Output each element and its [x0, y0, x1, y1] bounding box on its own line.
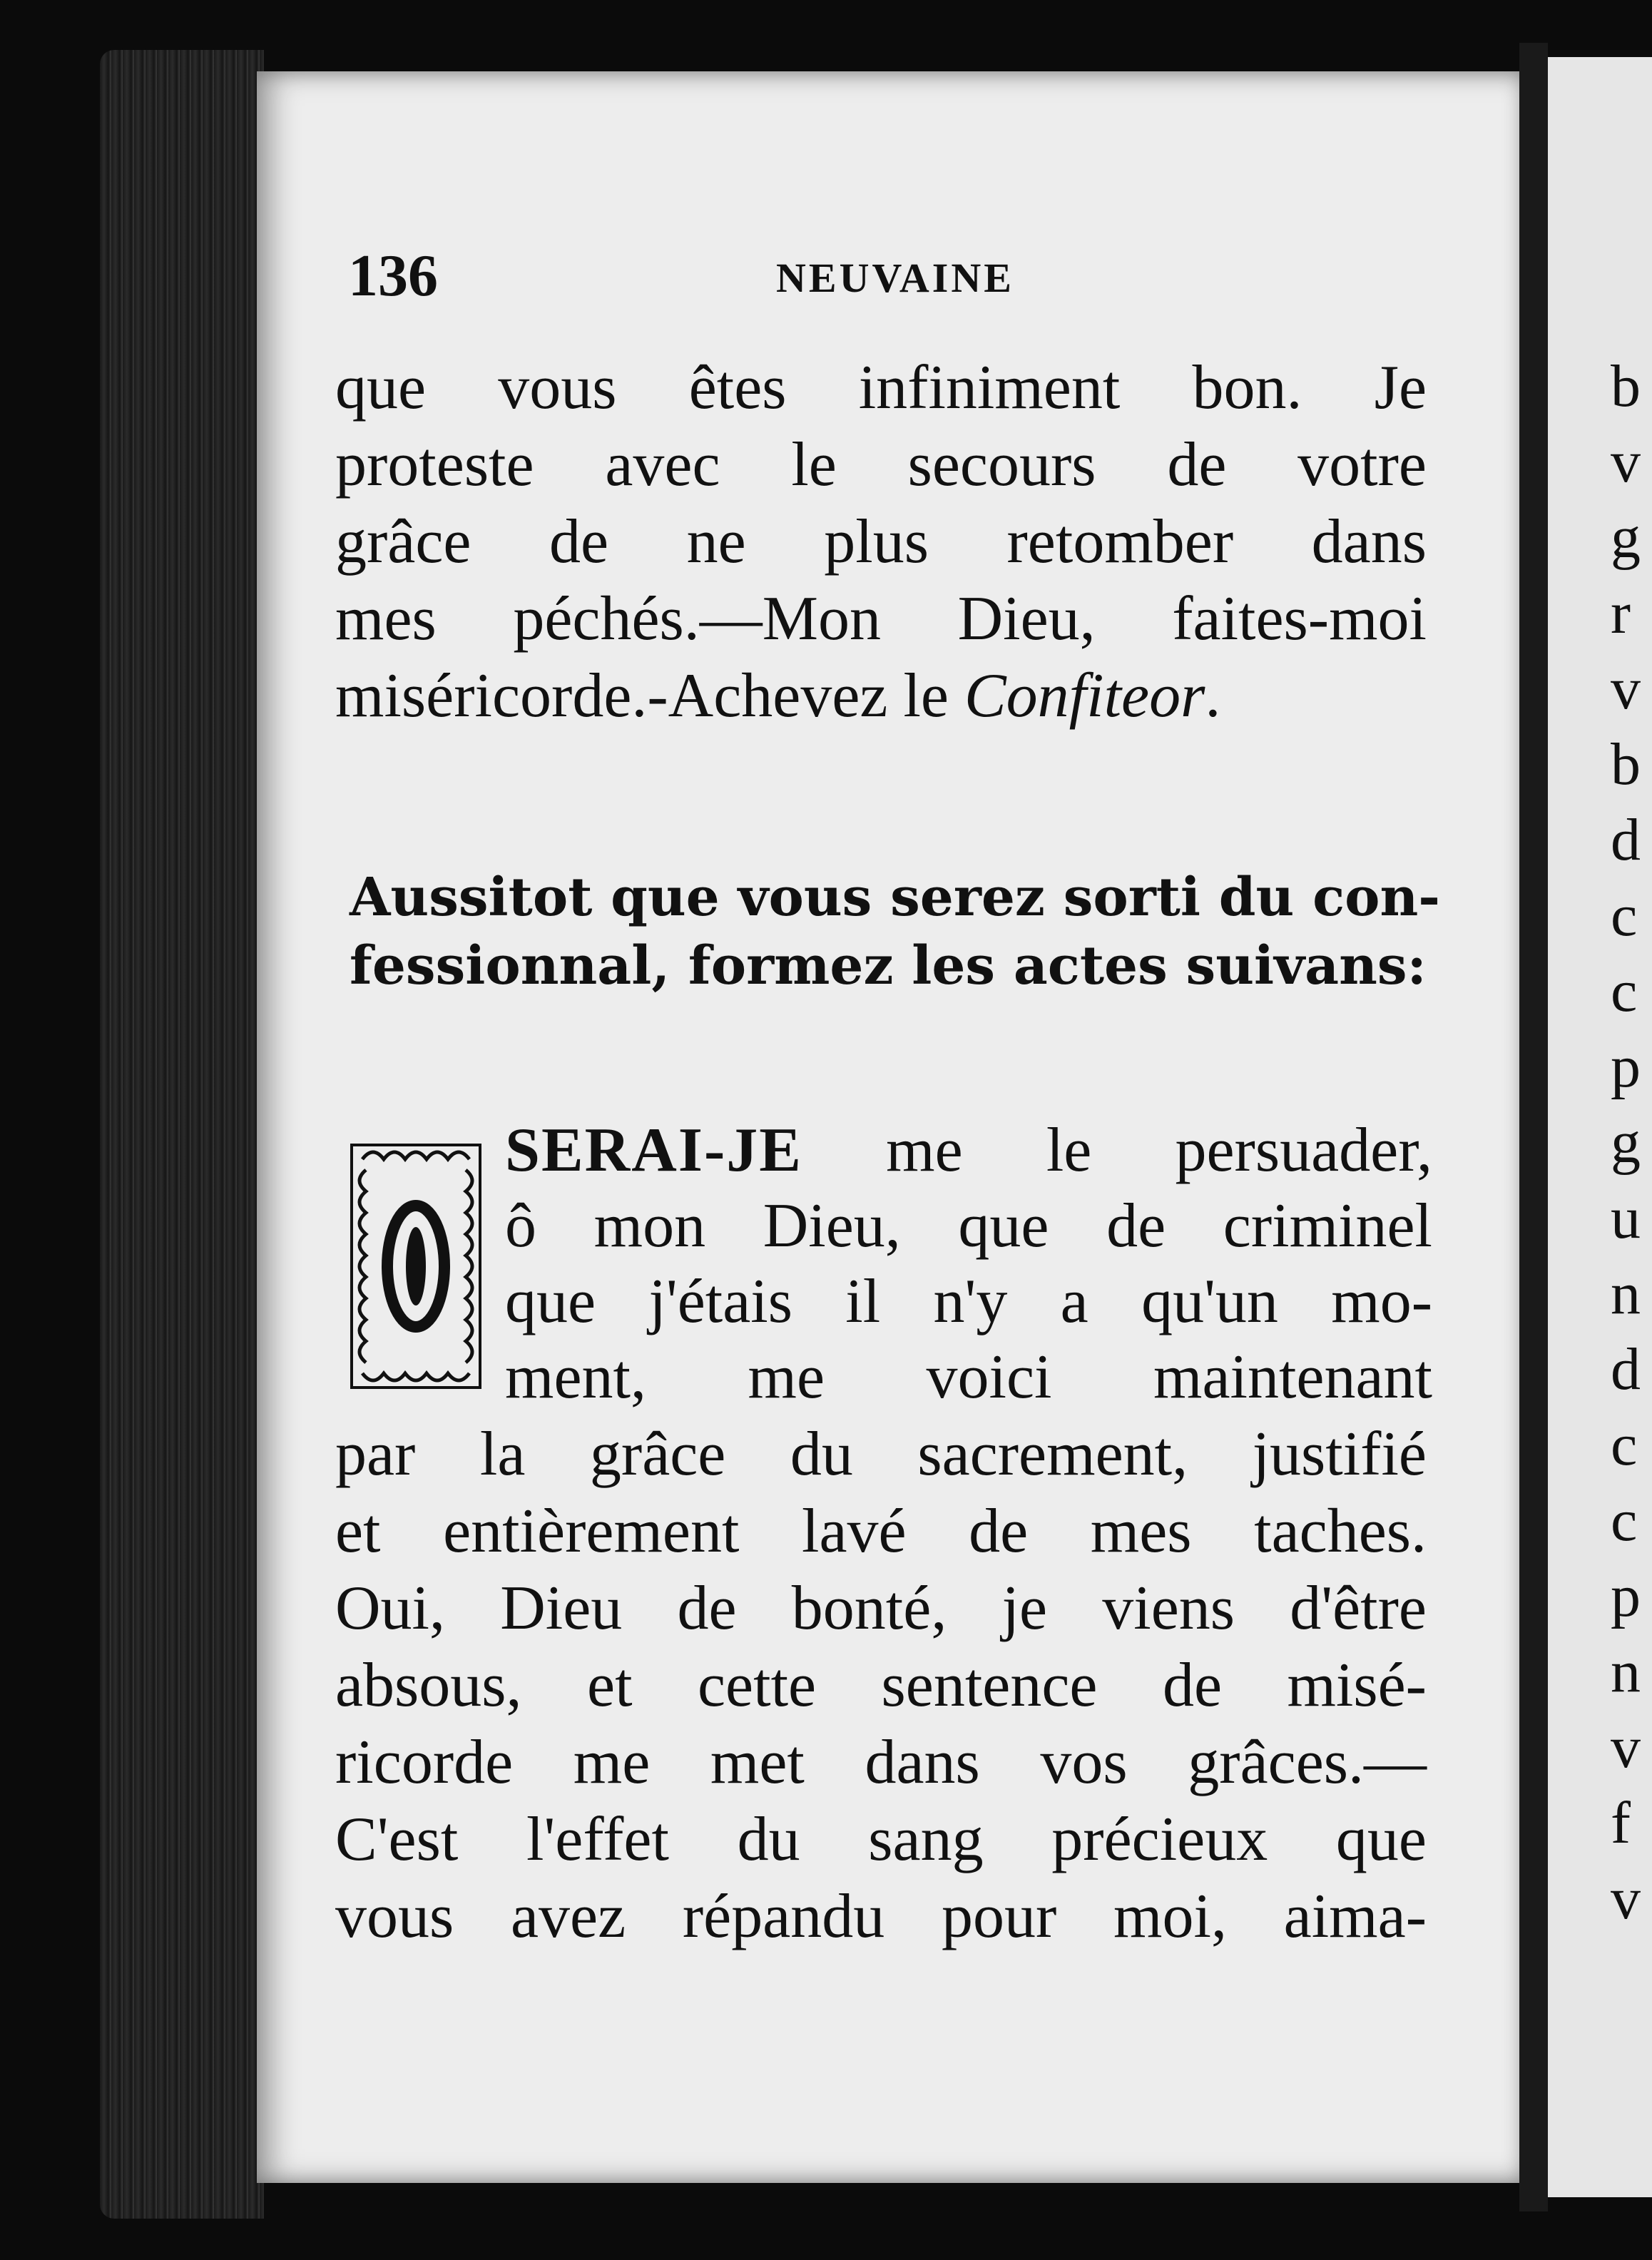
paragraph-1 [335, 350, 1427, 735]
text-line: mes péchés.—Mon Dieu, faites-moi [335, 584, 1427, 653]
text-line: C'est l'effet du sang précieux que [335, 1805, 1427, 1874]
page-number: 136 [348, 243, 438, 309]
text-segment: me le persuader, [802, 1116, 1432, 1185]
text-line: ment, me voici maintenant [505, 1343, 1432, 1412]
adjacent-page-letter: g [1611, 504, 1641, 571]
adjacent-page-letter: u [1611, 1185, 1641, 1251]
adjacent-page-letter: r [1611, 580, 1631, 646]
adjacent-page-letter: v [1611, 1865, 1641, 1932]
text-line: Oui, Dieu de bonté, je viens d'être [335, 1574, 1427, 1643]
text-line: ricorde me met dans vos grâces.— [335, 1728, 1427, 1797]
paragraph-2-opening [505, 1113, 1432, 1415]
book-page-edges [100, 50, 264, 2219]
adjacent-page-letter: c [1611, 1412, 1638, 1478]
adjacent-page-letter: c [1611, 1487, 1638, 1554]
adjacent-page-letter: d [1611, 1336, 1641, 1403]
adjacent-page-letter: n [1611, 1261, 1641, 1327]
ornamental-drop-cap-o [348, 1141, 484, 1391]
page-gutter [1519, 43, 1548, 2211]
rubric-instruction [350, 863, 1440, 1000]
adjacent-page-fragment [1548, 57, 1652, 2197]
text-line: que vous êtes infiniment bon. Je [335, 353, 1427, 422]
adjacent-page-letter: d [1611, 807, 1641, 873]
adjacent-page-letter: v [1611, 656, 1641, 722]
rubric-line: fessionnal, formez les actes suivans: [350, 935, 1427, 997]
adjacent-page-letter: c [1611, 882, 1638, 949]
adjacent-page-letter: p [1611, 1034, 1641, 1100]
adjacent-page-letter: b [1611, 353, 1641, 419]
text-segment: . [1205, 661, 1221, 731]
adjacent-page-letter: b [1611, 731, 1641, 798]
text-line: ô mon Dieu, que de criminel [505, 1191, 1432, 1261]
running-title: NEUVAINE [776, 255, 1014, 301]
adjacent-page-letter: n [1611, 1639, 1641, 1705]
text-line: et entièrement lavé de mes taches. [335, 1497, 1427, 1566]
adjacent-page-letter: v [1611, 1714, 1641, 1781]
paragraph-2 [335, 1416, 1427, 1955]
opening-word: SERAI-JE [505, 1116, 802, 1185]
text-line: proteste avec le secours de votre [335, 430, 1427, 499]
text-line: par la grâce du sacrement, justifié [335, 1420, 1427, 1489]
adjacent-page-letter: p [1611, 1563, 1641, 1629]
text-line [505, 1113, 1432, 1188]
adjacent-page-letter: v [1611, 429, 1641, 495]
adjacent-page-letter: f [1611, 1790, 1631, 1856]
text-line: que j'étais il n'y a qu'un mo- [505, 1267, 1432, 1336]
rubric-line: Aussitot que vous serez sorti du con- [350, 867, 1440, 928]
text-line: absous, et cette sentence de misé- [335, 1651, 1427, 1720]
latin-term: Confiteor [964, 661, 1205, 731]
adjacent-page-letter: g [1611, 1109, 1641, 1176]
adjacent-page-letter: c [1611, 958, 1638, 1024]
text-line [335, 658, 1427, 735]
text-segment: miséricorde.-Achevez le [335, 661, 964, 731]
text-line: grâce de ne plus retomber dans [335, 507, 1427, 576]
running-header [348, 241, 1418, 309]
text-line: vous avez répandu pour moi, aima- [335, 1882, 1427, 1951]
